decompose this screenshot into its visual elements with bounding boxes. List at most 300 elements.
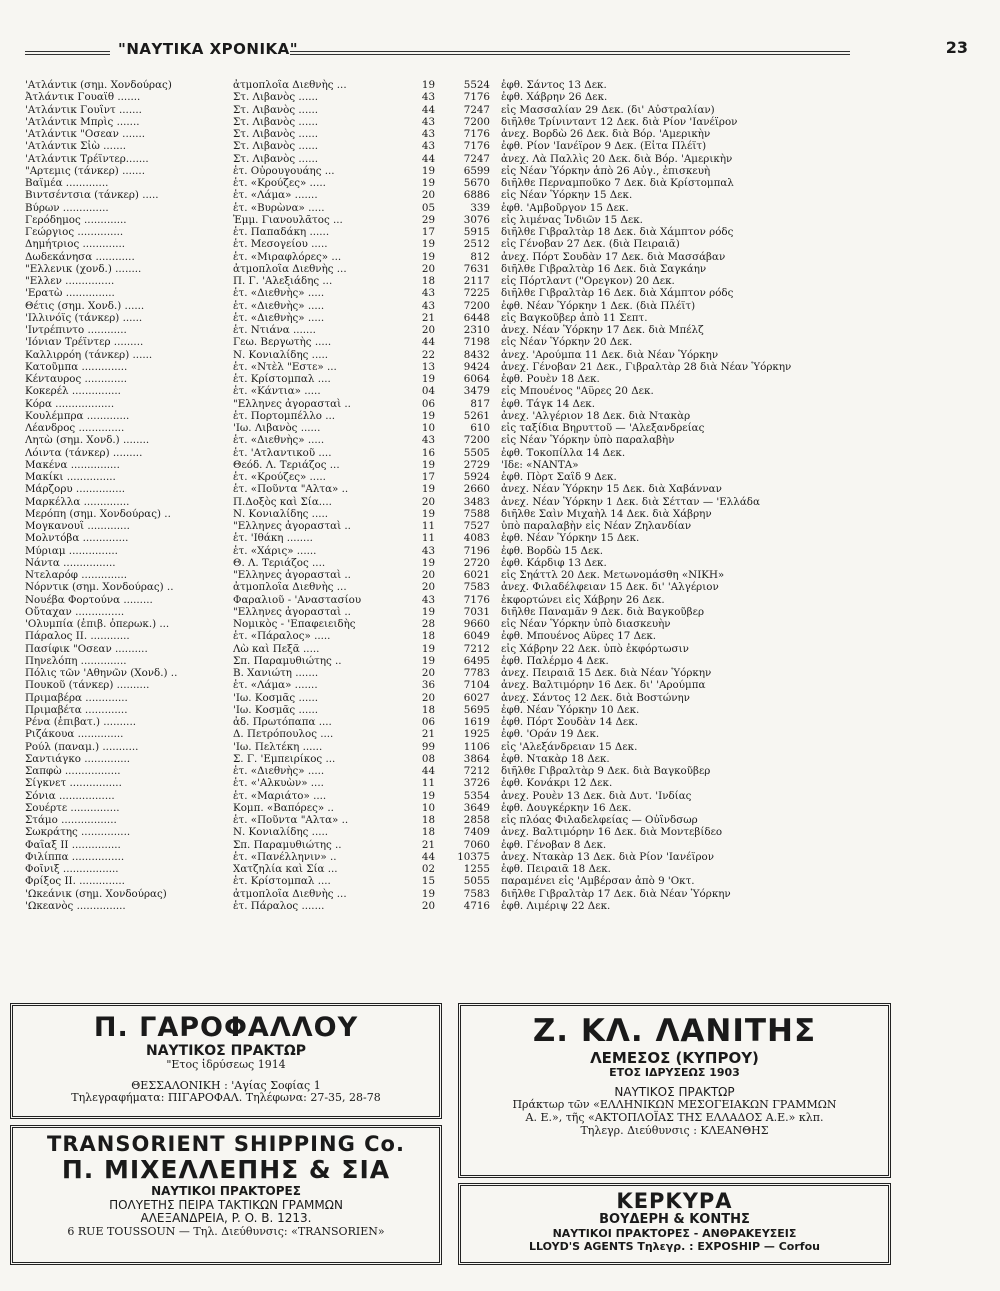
ship-name: Σωκράτης ...............	[25, 826, 131, 839]
ship-movement: ἐφθ. Νέαν Ὑόρκην 1 Δεκ. (διὰ Πλέϊτ)	[501, 299, 696, 312]
ship-movement: ἐφθ. Γένοβαν 8 Δεκ.	[501, 838, 607, 851]
ship-tonnage: 3864	[463, 752, 490, 765]
table-row	[25, 520, 945, 532]
ship-owner: ἑτ. «Μιραφλόρες» ...	[233, 250, 342, 263]
ship-movement: ἐφθ. Μπουένος Αϋρες 17 Δεκ.	[501, 630, 657, 643]
table-row	[25, 728, 945, 740]
ship-name: Πόλις τῶν 'Αθηνῶν (Χονδ.) ..	[25, 667, 178, 679]
ship-name: Φρίξος ΙΙ. ..............	[25, 875, 125, 888]
ship-movement: ἐφθ. Ρουὲν 18 Δεκ.	[501, 373, 600, 385]
ship-movement: ἐφθ. Νέαν Ὑόρκην 10 Δεκ.	[501, 703, 640, 716]
ship-tonnage: 7200	[463, 115, 490, 128]
ship-tonnage: 7200	[463, 434, 490, 447]
ship-year: 20	[421, 899, 435, 912]
ship-name: Κατοῦμπα ..............	[25, 360, 128, 373]
ship-name: 'Ωκεάνικ (σημ. Χονδούρας)	[25, 887, 167, 900]
ship-name: 'Ερατὼ ...............	[25, 287, 115, 300]
ship-name: Ρούλ (παναμ.) ...........	[25, 740, 139, 753]
ad-transorient-line2: ΑΛΕΞΑΝΔΡΕΙΑ, P. O. B. 1213.	[140, 1211, 312, 1226]
ship-name: Πριμαβέτα .............	[25, 703, 128, 716]
ship-name: Μερόπη (σημ. Χονδούρας) ..	[25, 507, 171, 520]
ship-year: 11	[421, 520, 435, 532]
ad-transorient-line3: 6 RUE TOUSSOUN — Τηλ. Διεύθυνσις: «TRANSORIEN»	[67, 1225, 385, 1239]
ship-tonnage: 7200	[463, 299, 490, 312]
table-row	[25, 385, 945, 397]
ship-movement: ἐφθ. Ρίον 'Ιανέϊρον 9 Δεκ. (Εἶτα Πλέϊτ)	[501, 140, 707, 153]
ad-transorient-name: TRANSORIENT SHIPPING Co.	[47, 1132, 405, 1156]
ship-tonnage: 7247	[463, 152, 490, 165]
ship-name: 'Ατλάντικ Γουΐντ .......	[25, 103, 142, 116]
ship-movement: ἀνεχ. Νέαν Ὑόρκην 17 Δεκ. διὰ Μπέλζ	[501, 324, 704, 336]
table-row	[25, 532, 945, 544]
ship-tonnage: 2858	[463, 814, 490, 826]
table-row	[25, 557, 945, 569]
ship-year: 43	[421, 299, 435, 312]
table-row	[25, 91, 945, 103]
table-row	[25, 741, 945, 753]
ship-year: 20	[421, 581, 435, 594]
ship-tonnage: 10375	[457, 850, 490, 863]
ship-name: Λητὼ (σημ. Χονδ.) ........	[25, 434, 150, 447]
ship-name: Πουκοῦ (τάνκερ) ..........	[25, 679, 150, 692]
table-row	[25, 667, 945, 679]
ship-owner: ἀτμοπλοΐα Διεθνὴς ...	[233, 79, 347, 91]
ship-owner: Σπ. Παραμυθιώτης ..	[233, 654, 342, 667]
table-row	[25, 826, 945, 838]
ship-name: Θέτις (σημ. Χονδ.) ......	[25, 299, 145, 312]
ship-owner: ἑτ. «Διεθνὴς» .....	[233, 765, 325, 777]
ship-owner: ἑτ. «Ποῦντα "Αλτα» ..	[233, 483, 349, 496]
table-row	[25, 765, 945, 777]
ship-year: 04	[421, 385, 435, 398]
table-row	[25, 447, 945, 459]
table-row	[25, 704, 945, 716]
ship-name: Πηνελόπη ..............	[25, 654, 127, 667]
table-row	[25, 275, 945, 287]
table-row	[25, 508, 945, 520]
ship-owner: ἑτ. «Διεθνὴς» .....	[233, 434, 325, 447]
ship-year: 05	[421, 201, 435, 214]
ship-owner: ἑτ. «Ντὲλ "Εστε» ...	[233, 360, 337, 373]
ship-name: Βαϊμέα .............	[25, 177, 109, 189]
ship-year: 18	[421, 826, 435, 839]
ship-year: 11	[421, 777, 435, 790]
ship-year: 19	[421, 556, 435, 569]
ad-lanitis-city: ΛΕΜΕΣΟΣ (ΚΥΠΡΟΥ)	[590, 1048, 759, 1067]
ship-owner: Δ. Πετρόπουλος ....	[233, 728, 334, 741]
ship-tonnage: 7247	[463, 103, 490, 116]
ad-kerkyra-sub: ΒΟΥΔΕΡΗ & ΚΟΝΤΗΣ	[599, 1212, 750, 1228]
ship-movement: εἰς Μασσαλίαν 29 Δεκ. (δι' Αὐστραλίαν)	[501, 103, 715, 116]
ship-tonnage: 1106	[463, 740, 490, 753]
ship-owner: Π.Δοξὸς καὶ Σία....	[233, 495, 332, 508]
ship-movement: εἰς Γένοβαν 27 Δεκ. (διὰ Πειραιᾶ)	[501, 238, 680, 251]
table-row	[25, 753, 945, 765]
ship-movement: ἐφθ. Λιμέριψ 22 Δεκ.	[501, 899, 611, 912]
ad-kerkyra	[458, 1183, 891, 1265]
ad-lanitis-name: Ζ. ΚΛ. ΛΑΝΙΤΗΣ	[532, 1013, 817, 1049]
table-row	[25, 189, 945, 201]
ship-owner: ἑτ. Κρίστομπαλ ....	[233, 875, 331, 888]
ship-movement: ἐφθ. Νέαν Ὑόρκην 15 Δεκ.	[501, 532, 640, 545]
header-rule-left	[25, 51, 110, 55]
ship-tonnage: 7176	[463, 91, 490, 104]
ship-owner: Στ. Λιβανὸς ......	[233, 140, 319, 153]
ship-tonnage: 7225	[463, 287, 490, 300]
ship-name: "Αρτεμις (τάνκερ) .......	[25, 164, 145, 177]
ship-tonnage: 7212	[463, 642, 490, 655]
ship-tonnage: 7588	[463, 507, 490, 520]
ship-owner: "Ελληνες ἀγορασταὶ ..	[233, 569, 351, 581]
ship-owner: Σ. Γ. 'Εμπειρίκος ...	[233, 752, 336, 765]
table-row	[25, 716, 945, 728]
ship-tonnage: 2117	[463, 275, 490, 287]
table-row	[25, 287, 945, 299]
ship-movement: εἰς Νέαν Ὑόρκην ὑπὸ παραλαβὴν	[501, 434, 675, 447]
ship-name: Μογκανουΐ .............	[25, 520, 130, 532]
ship-tonnage: 2660	[463, 483, 490, 496]
ship-tonnage: 5505	[463, 446, 490, 459]
table-row	[25, 483, 945, 495]
table-row	[25, 263, 945, 275]
ship-tonnage: 6448	[463, 311, 490, 324]
ship-year: 10	[421, 801, 435, 814]
ship-name: Κόρα ..................	[25, 397, 115, 410]
ship-owner: ἀτμοπλοΐα Διεθνὴς ...	[233, 262, 347, 275]
table-row	[25, 692, 945, 704]
ship-movement: ἐφθ. Ντακὰρ 18 Δεκ.	[501, 752, 610, 765]
ship-owner: ἑτ. «Κρούζες» .....	[233, 471, 326, 483]
ship-name: Πασίφικ "Οσεαν ..........	[25, 642, 148, 655]
table-row	[25, 361, 945, 373]
ship-name: 'Ιόνιαν Τρέϊντερ .........	[25, 336, 144, 349]
ship-year: 17	[421, 471, 435, 483]
ship-tonnage: 5670	[463, 177, 490, 189]
ship-movement: ἐφθ. Δουγκέρκην 16 Δεκ.	[501, 801, 632, 814]
ship-movement: ἐφθ. Πειραιᾶ 18 Δεκ.	[501, 863, 611, 875]
ship-tonnage: 4083	[463, 532, 490, 545]
ship-year: 19	[421, 177, 435, 189]
ship-year: 44	[421, 850, 435, 863]
ship-movement: εἰς Σηάττλ 20 Δεκ. Μετωνομάσθη «ΝΙΚΗ»	[501, 569, 725, 581]
ship-owner: Ἐμμ. Γιανουλᾶτος ...	[233, 213, 343, 226]
ship-movement: ἀνεχ. Πόρτ Σουδὰν 17 Δεκ. διὰ Μασσάβαν	[501, 250, 726, 263]
header-rule-right	[290, 51, 850, 55]
ship-name: Μακίκι ...............	[25, 471, 116, 483]
ad-lanitis	[458, 1003, 891, 1178]
ship-movement: διῆλθε Τρίνινταντ 12 Δεκ. διὰ Ρίον 'Ιανέϊρον	[501, 115, 738, 128]
ship-owner: 'Ιω. Κοσμᾶς ......	[233, 703, 319, 716]
ship-year: 20	[421, 262, 435, 275]
ship-owner: Ν. Κονιαλίδης .....	[233, 507, 329, 520]
ship-name: Μάρζορυ ...............	[25, 483, 126, 496]
ship-name: Βιντσέντσια (τάνκερ) .....	[25, 189, 159, 202]
table-row	[25, 630, 945, 642]
ship-name: Σουέρτε ...............	[25, 801, 120, 814]
ship-tonnage: 7583	[463, 887, 490, 900]
ship-owner: ἑτ. «Κρούζες» .....	[233, 177, 326, 189]
ship-owner: ἑτ. «Βυρὼνα» .....	[233, 201, 325, 214]
table-row	[25, 863, 945, 875]
ship-year: 21	[421, 728, 435, 741]
ship-name: 'Ατλάντικ Σἰὼ .......	[25, 140, 127, 153]
ship-year: 19	[421, 507, 435, 520]
ship-owner: 'Ιω. Λιβανὸς ......	[233, 422, 321, 434]
ship-name: Σίγκνετ ................	[25, 777, 122, 790]
ship-movement: ἀνεχ. Νέαν Ὑόρκην 15 Δεκ. διὰ Χαβάνναν	[501, 483, 722, 496]
ship-owner: "Ελληνες ἀγορασταὶ ..	[233, 520, 351, 532]
ship-owner: Β. Χανιώτη .......	[233, 667, 319, 679]
ship-movement: εἰς Χάβρην 22 Δεκ. ὑπὸ ἐκφόρτωσιν	[501, 642, 689, 655]
ship-name: 'Ατλάντικ (σημ. Χονδούρας)	[25, 79, 172, 91]
ship-movement: ὑπὸ παραλαβὴν εἰς Νέαν Ζηλανδίαν	[501, 520, 692, 532]
ship-name: 'Ωκεανὸς ...............	[25, 899, 126, 912]
ship-tonnage: 3649	[463, 801, 490, 814]
table-row	[25, 324, 945, 336]
ship-year: 43	[421, 91, 435, 104]
table-row	[25, 679, 945, 691]
table-row	[25, 545, 945, 557]
ship-movement: διῆλθε Περναμποῦκο 7 Δεκ. διὰ Κρίστομπαλ	[501, 177, 734, 189]
ship-year: 44	[421, 152, 435, 165]
ad-lanitis-line3: Τηλεγρ. Διεύθυνσις : ΚΛΕΑΝΘΗΣ	[580, 1123, 769, 1137]
ship-movement: ἀνεχ. Νέαν Ὑόρκην 1 Δεκ. διὰ Σέτταν — 'Ελλάδα	[501, 495, 760, 508]
ship-owner: ἀτμοπλοΐα Διεθνὴς ...	[233, 887, 347, 900]
ship-movement: ἀνεχ. Βορδὼ 26 Δεκ. διὰ Βόρ. 'Αμερικὴν	[501, 128, 711, 140]
ship-tonnage: 7176	[463, 140, 490, 153]
ship-tonnage: 3479	[463, 385, 490, 398]
ship-owner: Στ. Λιβανὸς ......	[233, 152, 319, 165]
table-row	[25, 251, 945, 263]
ship-movement: ἐφθ. Κάρδιφ 13 Δεκ.	[501, 556, 607, 569]
ship-owner: "Ελληνες ἀγορασταὶ ..	[233, 605, 351, 618]
table-row	[25, 165, 945, 177]
ship-owner: "Ελληνες ἀγορασταὶ ..	[233, 397, 351, 410]
ship-movement: εἰς Νέαν Ὑόρκην ὑπὸ διασκευὴν	[501, 618, 671, 630]
ship-name: Καλλιρρόη (τάνκερ) ......	[25, 348, 153, 361]
ship-tonnage: 812	[470, 250, 490, 263]
ship-year: 15	[421, 875, 435, 888]
ship-tonnage: 4716	[463, 899, 490, 912]
ship-year: 99	[421, 740, 435, 753]
ship-movement: ἀνεχ. Γένοβαν 21 Δεκ., Γιβραλτὰρ 28 διὰ Νέαν Ὑόρκην	[501, 360, 792, 373]
table-row	[25, 888, 945, 900]
ship-movement: παραμένει εἰς 'Αμβέρσαν ἀπὸ 9 'Οκτ.	[501, 875, 695, 888]
table-row	[25, 839, 945, 851]
table-row	[25, 643, 945, 655]
table-row	[25, 618, 945, 630]
ship-year: 21	[421, 838, 435, 851]
table-row	[25, 655, 945, 667]
ship-owner: ἑτ. «Διεθνὴς» .....	[233, 311, 325, 324]
table-row	[25, 875, 945, 887]
ship-movement: ἀνεχ. Σάντος 12 Δεκ. διὰ Βοστώνην	[501, 691, 690, 704]
table-row	[25, 471, 945, 483]
ad-kerkyra-line1: ΝΑΥΤΙΚΟΙ ΠΡΑΚΤΟΡΕΣ - ΑΝΘΡΑΚΕΥΣΕΙΣ	[552, 1227, 797, 1241]
ship-owner: ἑτ. Πορτομπέλλο ...	[233, 409, 336, 422]
ad-transorient	[10, 1125, 442, 1265]
ship-movement: ἐκφορτώνει εἰς Χάβρην 26 Δεκ.	[501, 593, 665, 606]
ship-owner: Νομικὸς - 'Επαφειειδὴς	[233, 618, 356, 630]
ad-transorient-line1: ΠΟΛΥΕΤΗΣ ΠΕΙΡΑ ΤΑΚΤΙΚΩΝ ΓΡΑΜΜΩΝ	[109, 1197, 343, 1212]
ship-year: 19	[421, 238, 435, 251]
ship-movement: διῆλθε Γιβραλτὰρ 16 Δεκ. διὰ Σαγκάην	[501, 262, 707, 275]
ship-year: 19	[421, 458, 435, 471]
ship-name: Σαπφὼ .................	[25, 765, 121, 777]
ship-year: 18	[421, 814, 435, 826]
ship-movement: διῆλθε Γιβραλτὰρ 9 Δεκ. διὰ Βαγκοῦβερ	[501, 765, 711, 777]
table-row	[25, 496, 945, 508]
ship-movement: ἀνεχ. Βαλτιμόρην 16 Δεκ. δι' 'Αρούμπα	[501, 679, 706, 692]
ship-name: Βύρων ..............	[25, 201, 109, 214]
ship-tonnage: 5924	[463, 471, 490, 483]
ship-owner: Κομπ. «Βαπόρες» ..	[233, 801, 334, 814]
ship-year: 19	[421, 79, 435, 91]
ship-name: Κένταυρος .............	[25, 373, 128, 385]
ship-name: 'Ατλάντικ Τρέϊντερ.......	[25, 152, 149, 165]
ship-tonnage: 1255	[463, 863, 490, 875]
ship-tonnage: 7198	[463, 336, 490, 349]
ship-owner: ἑτ. «Διεθνὴς» .....	[233, 299, 325, 312]
ship-tonnage: 8432	[463, 348, 490, 361]
ship-name: Λέανδρος ..............	[25, 422, 125, 434]
ship-owner: 'Ιω. Κοσμᾶς ......	[233, 691, 319, 704]
table-row	[25, 104, 945, 116]
ship-year: 20	[421, 691, 435, 704]
table-row	[25, 422, 945, 434]
ship-owner: ἑτ. «'Αλκυὼν» ....	[233, 777, 324, 790]
table-row	[25, 300, 945, 312]
ship-tonnage: 6027	[463, 691, 490, 704]
ship-tonnage: 6599	[463, 164, 490, 177]
ship-tonnage: 2729	[463, 458, 490, 471]
ship-owner: Π. Γ. 'Αλεξιάδης ...	[233, 275, 333, 287]
ship-tonnage: 7176	[463, 593, 490, 606]
ship-year: 19	[421, 654, 435, 667]
ship-name: Πάραλος ΙΙ. ............	[25, 630, 130, 643]
table-row	[25, 336, 945, 348]
table-row	[25, 777, 945, 789]
ship-tonnage: 7527	[463, 520, 490, 532]
ship-tonnage: 7031	[463, 605, 490, 618]
ship-tonnage: 5524	[463, 79, 490, 91]
table-row	[25, 434, 945, 446]
ship-owner: Γεω. Βεργωτὴς .....	[233, 336, 332, 349]
ship-year: 08	[421, 752, 435, 765]
ship-tonnage: 6021	[463, 569, 490, 581]
ship-tonnage: 1925	[463, 728, 490, 741]
ship-movement: ἐφθ. Βορδὼ 15 Δεκ.	[501, 544, 604, 557]
ship-owner: ἑτ. «Χάρις» ......	[233, 544, 317, 557]
ship-tonnage: 610	[470, 422, 490, 434]
ship-owner: ἑτ. «Πάραλος» .....	[233, 630, 331, 643]
ship-year: 20	[421, 495, 435, 508]
ship-movement: εἰς λιμένας Ἰνδιῶν 15 Δεκ.	[501, 213, 643, 226]
ship-name: Μαρκέλλα ..............	[25, 495, 130, 508]
page-number: 23	[945, 38, 968, 57]
ship-owner: Στ. Λιβανὸς ......	[233, 103, 319, 116]
ship-owner: ἑτ. «Λάμα» .......	[233, 679, 318, 692]
ship-name: 'Ιντρέπιντο ............	[25, 324, 127, 336]
table-row	[25, 900, 945, 912]
ship-owner: ἑτ. «Πανέλληνιν» ..	[233, 850, 337, 863]
ship-owner: Στ. Λιβανὸς ......	[233, 91, 319, 104]
table-row	[25, 851, 945, 863]
ship-movement: εἰς Νέαν Ὑόρκην 20 Δεκ.	[501, 336, 633, 349]
ship-name: Οὔταχαν ...............	[25, 605, 125, 618]
ship-movement: διῆλθε Σαὶν Μιχαὴλ 14 Δεκ. διὰ Χάβρην	[501, 507, 712, 520]
ship-name: Φοῖνιξ .................	[25, 863, 119, 875]
ship-year: 20	[421, 324, 435, 336]
ship-year: 20	[421, 569, 435, 581]
table-row	[25, 116, 945, 128]
ad-lanitis-sub: ΝΑΥΤΙΚΟΣ ΠΡΑΚΤΩΡ	[614, 1084, 735, 1099]
ship-owner: ἑτ. «Ποῦντα "Αλτα» ..	[233, 814, 349, 826]
magazine-title: "ΝΑΥΤΙΚΑ ΧΡΟΝΙΚΑ"	[118, 40, 299, 58]
ship-movement: ἀνεχ. Βαλτιμόρην 16 Δεκ. διὰ Μοντεβίδεο	[501, 826, 723, 839]
ship-name: Στάμο .................	[25, 814, 117, 826]
table-row	[25, 177, 945, 189]
ship-year: 44	[421, 765, 435, 777]
page-header	[25, 40, 970, 70]
ship-movement: ἐφθ. 'Αμβοῦργον 15 Δεκ.	[501, 201, 629, 214]
ship-tonnage: 3076	[463, 213, 490, 226]
ship-owner: 'Ιω. Πελτέκη ......	[233, 740, 323, 753]
ship-tonnage: 5055	[463, 875, 490, 888]
table-row	[25, 349, 945, 361]
ship-year: 28	[421, 618, 435, 630]
ship-movement: ἐφθ. Παλέρμο 4 Δεκ.	[501, 654, 609, 667]
ad-garofallou-year: "Ετος ἱδρύσεως 1914	[166, 1058, 286, 1072]
ship-owner: ἑτ. Ντιάνα .......	[233, 324, 316, 336]
ship-name: 'Ατλάντικ "Οσεαν .......	[25, 128, 146, 140]
ship-movement: ἀνεχ. Πειραιᾶ 15 Δεκ. διὰ Νέαν Ὑόρκην	[501, 667, 712, 679]
ship-owner: ἑτ. 'Ατλαντικοῦ ....	[233, 446, 332, 459]
ship-name: "Ελλενικ (χονδ.) ........	[25, 262, 142, 275]
ship-movement: ἀνεχ. Λὰ Παλλὶς 20 Δεκ. διὰ Βόρ. 'Αμερικὴν	[501, 152, 733, 165]
ship-movement: διῆλθε Γιβραλτὰρ 17 Δεκ. διὰ Νέαν Ὑόρκην	[501, 887, 731, 900]
ship-tonnage: 7409	[463, 826, 490, 839]
ad-garofallou-contact: Τηλεγραφήματα: ΠΙΓΑΡΟΦΑΛ. Τηλέφωνα: 27-35, 28-78	[71, 1091, 381, 1105]
ship-name: Δωδεκάνησα ............	[25, 250, 135, 263]
table-row	[25, 238, 945, 250]
ship-owner: Θεόδ. Λ. Τεριάζος ...	[233, 458, 340, 471]
ship-tonnage: 3726	[463, 777, 490, 790]
ship-name: Λόιντα (τάνκερ) .........	[25, 446, 143, 459]
ship-tonnage: 817	[470, 397, 490, 410]
ship-year: 18	[421, 630, 435, 643]
ship-owner: ἑτ. «Κάντια» .....	[233, 385, 321, 398]
ship-tonnage: 5695	[463, 703, 490, 716]
table-row	[25, 140, 945, 152]
ship-owner: ἑτ. Οὐρουγουάης ...	[233, 164, 335, 177]
ship-movement: ἐφθ. Πόρτ Σουδὰν 14 Δεκ.	[501, 716, 638, 728]
ship-tonnage: 7060	[463, 838, 490, 851]
ship-name: Νουέβα Φορτούνα .........	[25, 593, 153, 606]
ship-owner: ἑτ. Κρίστομπαλ ....	[233, 373, 331, 385]
ship-tonnage: 7631	[463, 262, 490, 275]
ship-name: Γερόδημος .............	[25, 213, 127, 226]
ship-tonnage: 7212	[463, 765, 490, 777]
ship-movement: διῆλθε Γιβραλτὰρ 18 Δεκ. διὰ Χάμπτον ρόδς	[501, 226, 734, 238]
ship-name: Νάντα ................	[25, 556, 116, 569]
ship-movement: ἐφθ. Τάγκ 14 Δεκ.	[501, 397, 596, 410]
ship-year: 43	[421, 128, 435, 140]
ship-name: Γεώργιος ..............	[25, 226, 124, 238]
ad-lanitis-year: ΕΤΟΣ ΙΔΡΥΣΕΩΣ 1903	[609, 1065, 740, 1079]
ship-movement: εἰς Νέαν Ὑόρκην 15 Δεκ.	[501, 189, 633, 202]
ad-garofallou-name: Π. ΓΑΡΟΦΑΛΛΟΥ	[93, 1012, 359, 1043]
